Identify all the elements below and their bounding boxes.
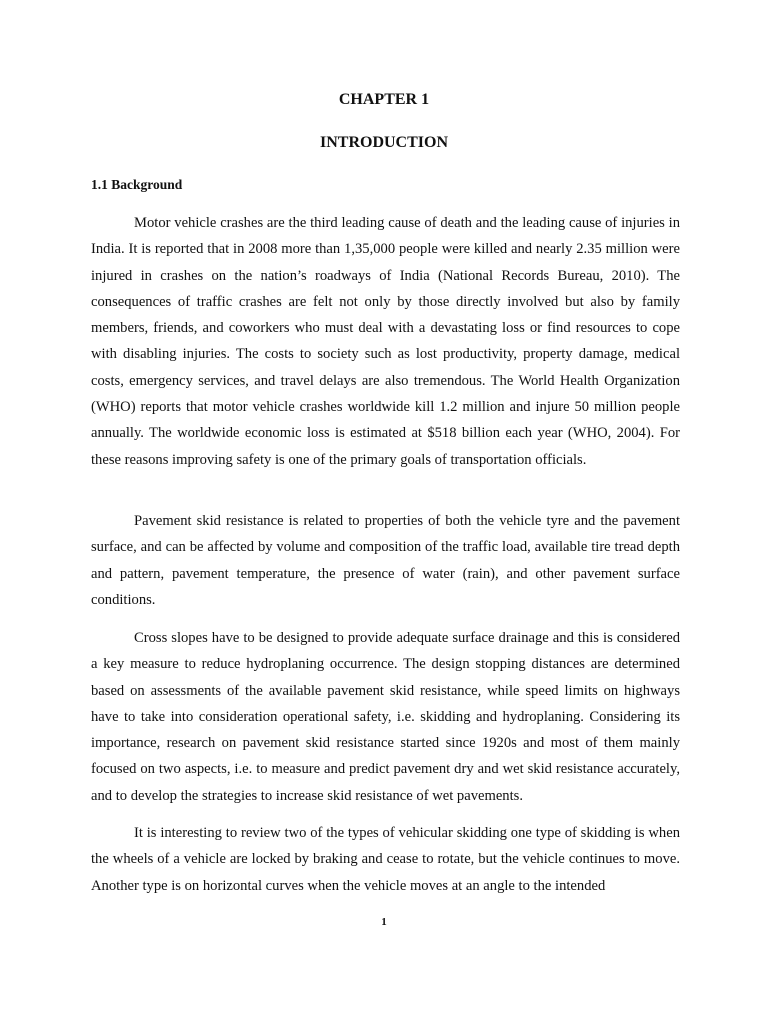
paragraph-cross-slopes: Cross slopes have to be designed to provide adequate surface drainage and this is considered a key measure to reduce hydroplaning occurrence. The design stopping distances are determined based on assessments of the available pavement skid resistance, while speed limits on highways have to take into consideration operational safety, i.e. skidding and hydroplaning. Considering its importance, research on pavement skid resistance started since 1920s and most of them mainly focused on two aspects, i.e. to measure and predict pavement dry and wet skid resistance accurately, and to develop the strategies to increase skid resistance of wet pavements. — [91, 630, 680, 804]
chapter-title: CHAPTER 1 — [338, 91, 430, 108]
chapter-subtitle: INTRODUCTION — [319, 134, 448, 151]
paragraph-skid-resistance: Pavement skid resistance is related to properties of both the vehicle tyre and the pavement surface, and can be affected by volume and composition of the traffic load, available tire tread depth and pattern, pavement temperature, the presence of water (rain), and other pavement surface conditions. — [91, 513, 680, 608]
paragraph-background: Motor vehicle crashes are the third leading cause of death and the leading cause of injuries in India. It is reported that in 2008 more than 1,35,000 people were killed and nearly 2.35 million were injured in crashes on the nation’s roadways of India (National Records Bureau, 2010). The consequences of traffic crashes are felt not only by those directly involved but also by family members, friends, and coworkers who must deal with a devastating loss or find resources to cope with disabling injuries. The costs to society such as lost productivity, property damage, medical costs, emergency services, and travel delays are also tremendous. The World Health Organization (WHO) reports that motor vehicle crashes worldwide kill 1.2 million and injure 50 million people annually. The worldwide economic loss is estimated at $518 billion each year (WHO, 2004). For these reasons improving safety is one of the primary goals of transportation officials. — [91, 215, 680, 468]
section-heading: 1.1 Background — [91, 177, 183, 192]
page-number: 1 — [381, 916, 387, 928]
paragraph-skidding-types: It is interesting to review two of the types of vehicular skidding one type of skidding is when the wheels of a vehicle are locked by braking and cease to rotate, but the vehicle continues to move. Another type is on horizontal curves when the vehicle moves at an angle to the intended — [91, 825, 680, 894]
